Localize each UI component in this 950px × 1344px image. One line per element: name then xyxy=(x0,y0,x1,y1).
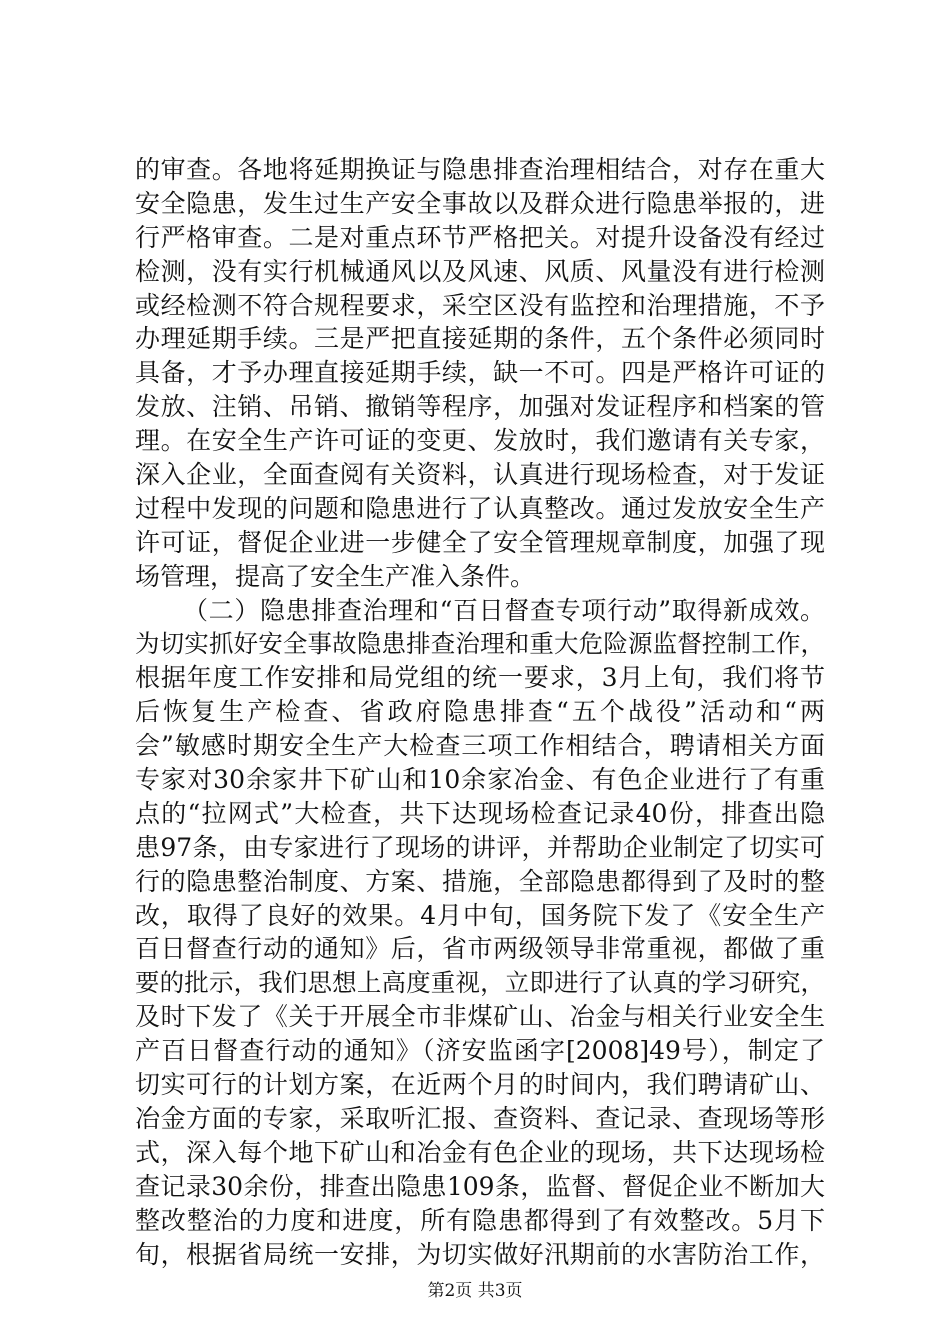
text-line-32: 整改整治的力度和进度，所有隐患都得到了有效整改。5月下 xyxy=(135,1205,825,1235)
text-line-11: 过程中发现的问题和隐患进行了认真整改。通过发放安全生产 xyxy=(135,493,825,523)
text-line-21: 患97条，由专家进行了现场的讲评，并帮助企业制定了切实可 xyxy=(135,832,825,862)
text-line-17: 后恢复生产检查、省政府隐患排查“五个战役”活动和“两 xyxy=(135,697,825,727)
text-line-22: 行的隐患整治制度、方案、措施，全部隐患都得到了及时的整 xyxy=(135,866,825,896)
text-line-31: 查记录30余份，排查出隐患109条，监督、督促企业不断加大 xyxy=(135,1171,825,1201)
text-line-16: 根据年度工作安排和局党组的统一要求，3月上旬，我们将节 xyxy=(135,663,825,693)
text-line-7: 具备，才予办理直接延期手续，缺一不可。四是严格许可证的 xyxy=(135,358,825,388)
document-body xyxy=(135,153,825,1271)
text-line-13: 场管理，提高了安全生产准入条件。 xyxy=(135,561,536,591)
text-line-12: 许可证，督促企业进一步健全了安全管理规章制度，加强了现 xyxy=(135,527,825,557)
text-line-8: 发放、注销、吊销、撤销等程序，加强对发证程序和档案的管 xyxy=(135,392,825,422)
text-line-4: 检测，没有实行机械通风以及风速、风质、风量没有进行检测 xyxy=(135,256,825,286)
text-line-5: 或经检测不符合规程要求，采空区没有监控和治理措施，不予 xyxy=(135,290,825,320)
section-heading-line: （二）隐患排查治理和“百日督查专项行动”取得新成效。 xyxy=(183,595,825,625)
text-line-24: 百日督查行动的通知》后，省市两级领导非常重视，都做了重 xyxy=(135,934,825,964)
text-line-33: 旬，根据省局统一安排，为切实做好汛期前的水害防治工作， xyxy=(135,1239,825,1269)
text-line-30: 式，深入每个地下矿山和冶金有色企业的现场，共下达现场检 xyxy=(135,1137,825,1167)
text-line-25: 要的批示，我们思想上高度重视，立即进行了认真的学习研究， xyxy=(135,968,825,998)
text-line-29: 冶金方面的专家，采取听汇报、查资料、查记录、查现场等形 xyxy=(135,1103,825,1133)
page-footer xyxy=(0,1276,950,1301)
text-line-10: 深入企业，全面查阅有关资料，认真进行现场检查，对于发证 xyxy=(135,460,825,490)
text-line-26: 及时下发了《关于开展全市非煤矿山、冶金与相关行业安全生 xyxy=(135,1002,825,1032)
text-line-1: 的审查。各地将延期换证与隐患排查治理相结合，对存在重大 xyxy=(135,155,825,184)
text-line-28: 切实可行的计划方案，在近两个月的时间内，我们聘请矿山、 xyxy=(135,1070,825,1100)
text-line-20: 点的“拉网式”大检查，共下达现场检查记录40份，排查出隐 xyxy=(135,798,825,828)
text-line-19: 专家对30余家井下矿山和10余家冶金、有色企业进行了有重 xyxy=(135,765,825,795)
text-line-6: 办理延期手续。三是严把直接延期的条件，五个条件必须同时 xyxy=(135,324,825,354)
text-line-18: 会”敏感时期安全生产大检查三项工作相结合，聘请相关方面 xyxy=(135,731,825,761)
text-line-2: 安全隐患，发生过生产安全事故以及群众进行隐患举报的，进 xyxy=(135,188,825,218)
text-line-23: 改，取得了良好的效果。4月中旬，国务院下发了《安全生产 xyxy=(135,900,825,930)
text-line-15: 为切实抓好安全事故隐患排查治理和重大危险源监督控制工作， xyxy=(135,629,825,659)
text-line-3: 行严格审查。二是对重点环节严格把关。对提升设备没有经过 xyxy=(135,222,825,252)
text-line-9: 理。在安全生产许可证的变更、发放时，我们邀请有关专家， xyxy=(135,426,825,456)
page-number: 第2页 共3页 xyxy=(427,1281,523,1301)
text-line-27: 产百日督查行动的通知》（济安监函字[2008]49号），制定了 xyxy=(135,1036,825,1066)
